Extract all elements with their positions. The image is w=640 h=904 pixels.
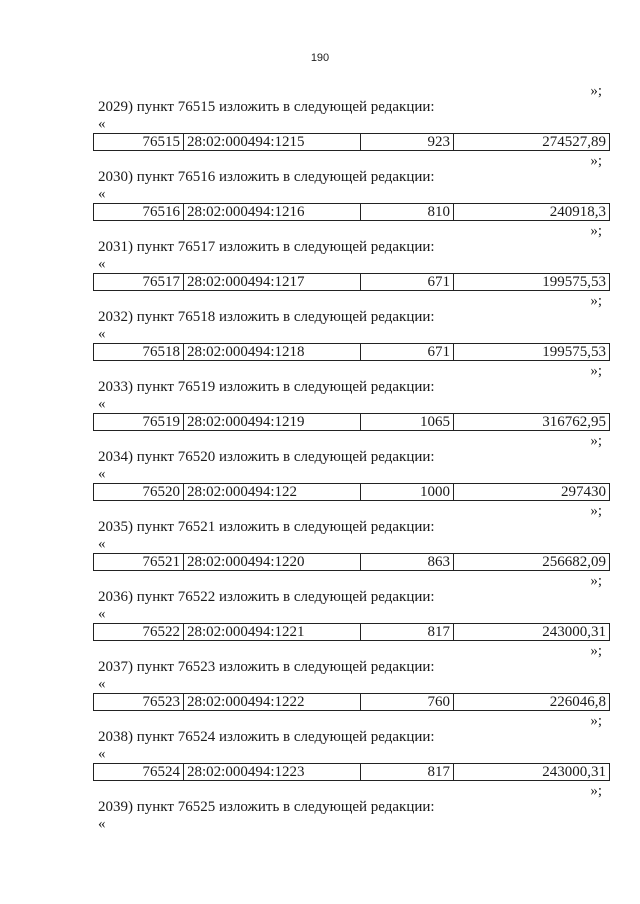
cadastral-number-cell: 28:02:000494:1217 bbox=[184, 274, 361, 291]
closing-quote: »; bbox=[590, 293, 602, 309]
amendment-table bbox=[93, 413, 610, 431]
amendment-table bbox=[93, 693, 610, 711]
area-cell: 760 bbox=[361, 694, 454, 711]
item-number-cell: 76516 bbox=[94, 204, 184, 221]
amendment-item bbox=[93, 434, 610, 504]
value-cell: 297430 bbox=[454, 484, 610, 501]
amendment-heading: 2031) пункт 76517 изложить в следующей редакции: bbox=[98, 239, 435, 255]
amendment-heading: 2038) пункт 76524 изложить в следующей редакции: bbox=[98, 729, 435, 745]
opening-quote: « bbox=[98, 536, 106, 552]
opening-quote: « bbox=[98, 326, 106, 342]
table-row bbox=[94, 414, 610, 431]
table-row bbox=[94, 274, 610, 291]
item-number-cell: 76522 bbox=[94, 624, 184, 641]
amendment-item-final bbox=[93, 784, 610, 844]
table-row bbox=[94, 134, 610, 151]
opening-quote: « bbox=[98, 606, 106, 622]
value-cell: 274527,89 bbox=[454, 134, 610, 151]
area-cell: 1000 bbox=[361, 484, 454, 501]
amendment-table bbox=[93, 273, 610, 291]
closing-quote: »; bbox=[590, 83, 602, 99]
cadastral-number-cell: 28:02:000494:122 bbox=[184, 484, 361, 501]
table-row bbox=[94, 554, 610, 571]
table-row bbox=[94, 694, 610, 711]
closing-quote: »; bbox=[590, 573, 602, 589]
closing-quote: »; bbox=[590, 783, 602, 799]
value-cell: 226046,8 bbox=[454, 694, 610, 711]
closing-quote: »; bbox=[590, 433, 602, 449]
closing-quote: »; bbox=[590, 153, 602, 169]
amendment-heading: 2034) пункт 76520 изложить в следующей редакции: bbox=[98, 449, 435, 465]
cadastral-number-cell: 28:02:000494:1218 bbox=[184, 344, 361, 361]
value-cell: 243000,31 bbox=[454, 764, 610, 781]
item-number-cell: 76521 bbox=[94, 554, 184, 571]
item-number-cell: 76519 bbox=[94, 414, 184, 431]
item-number-cell: 76524 bbox=[94, 764, 184, 781]
item-number-cell: 76515 bbox=[94, 134, 184, 151]
value-cell: 199575,53 bbox=[454, 274, 610, 291]
amendment-heading: 2030) пункт 76516 изложить в следующей редакции: bbox=[98, 169, 435, 185]
amendment-item bbox=[93, 154, 610, 224]
table-row bbox=[94, 204, 610, 221]
amendment-table bbox=[93, 553, 610, 571]
area-cell: 671 bbox=[361, 344, 454, 361]
opening-quote: « bbox=[98, 256, 106, 272]
item-number-cell: 76518 bbox=[94, 344, 184, 361]
area-cell: 863 bbox=[361, 554, 454, 571]
area-cell: 810 bbox=[361, 204, 454, 221]
amendment-item bbox=[93, 364, 610, 434]
amendment-table bbox=[93, 133, 610, 151]
table-row bbox=[94, 624, 610, 641]
opening-quote: « bbox=[98, 676, 106, 692]
closing-quote: »; bbox=[590, 713, 602, 729]
amendment-heading: 2037) пункт 76523 изложить в следующей редакции: bbox=[98, 659, 435, 675]
table-row bbox=[94, 764, 610, 781]
value-cell: 243000,31 bbox=[454, 624, 610, 641]
amendment-item bbox=[93, 644, 610, 714]
opening-quote: « bbox=[98, 746, 106, 762]
opening-quote: « bbox=[98, 396, 106, 412]
cadastral-number-cell: 28:02:000494:1220 bbox=[184, 554, 361, 571]
item-number-cell: 76517 bbox=[94, 274, 184, 291]
amendment-heading: 2039) пункт 76525 изложить в следующей редакции: bbox=[98, 799, 435, 815]
value-cell: 240918,3 bbox=[454, 204, 610, 221]
amendment-item bbox=[93, 224, 610, 294]
table-row bbox=[94, 484, 610, 501]
amendment-item bbox=[93, 504, 610, 574]
amendment-item bbox=[93, 574, 610, 644]
amendments-list bbox=[93, 84, 610, 844]
closing-quote: »; bbox=[590, 643, 602, 659]
amendment-table bbox=[93, 483, 610, 501]
cadastral-number-cell: 28:02:000494:1216 bbox=[184, 204, 361, 221]
cadastral-number-cell: 28:02:000494:1219 bbox=[184, 414, 361, 431]
area-cell: 817 bbox=[361, 764, 454, 781]
area-cell: 817 bbox=[361, 624, 454, 641]
closing-quote: »; bbox=[590, 363, 602, 379]
page-number: 190 bbox=[310, 52, 330, 64]
closing-quote: »; bbox=[590, 223, 602, 239]
amendment-heading: 2036) пункт 76522 изложить в следующей редакции: bbox=[98, 589, 435, 605]
amendment-table bbox=[93, 343, 610, 361]
amendment-heading: 2033) пункт 76519 изложить в следующей редакции: bbox=[98, 379, 435, 395]
amendment-heading: 2029) пункт 76515 изложить в следующей редакции: bbox=[98, 99, 435, 115]
cadastral-number-cell: 28:02:000494:1223 bbox=[184, 764, 361, 781]
amendment-heading: 2035) пункт 76521 изложить в следующей редакции: bbox=[98, 519, 435, 535]
cadastral-number-cell: 28:02:000494:1222 bbox=[184, 694, 361, 711]
opening-quote: « bbox=[98, 186, 106, 202]
amendment-item bbox=[93, 714, 610, 784]
closing-quote: »; bbox=[590, 503, 602, 519]
amendment-table bbox=[93, 623, 610, 641]
area-cell: 923 bbox=[361, 134, 454, 151]
cadastral-number-cell: 28:02:000494:1215 bbox=[184, 134, 361, 151]
value-cell: 256682,09 bbox=[454, 554, 610, 571]
cadastral-number-cell: 28:02:000494:1221 bbox=[184, 624, 361, 641]
amendment-heading: 2032) пункт 76518 изложить в следующей редакции: bbox=[98, 309, 435, 325]
item-number-cell: 76523 bbox=[94, 694, 184, 711]
table-row bbox=[94, 344, 610, 361]
amendment-item bbox=[93, 84, 610, 154]
item-number-cell: 76520 bbox=[94, 484, 184, 501]
amendment-table bbox=[93, 763, 610, 781]
opening-quote: « bbox=[98, 816, 106, 832]
area-cell: 671 bbox=[361, 274, 454, 291]
area-cell: 1065 bbox=[361, 414, 454, 431]
opening-quote: « bbox=[98, 116, 106, 132]
value-cell: 199575,53 bbox=[454, 344, 610, 361]
amendment-item bbox=[93, 294, 610, 364]
value-cell: 316762,95 bbox=[454, 414, 610, 431]
opening-quote: « bbox=[98, 466, 106, 482]
amendment-table bbox=[93, 203, 610, 221]
